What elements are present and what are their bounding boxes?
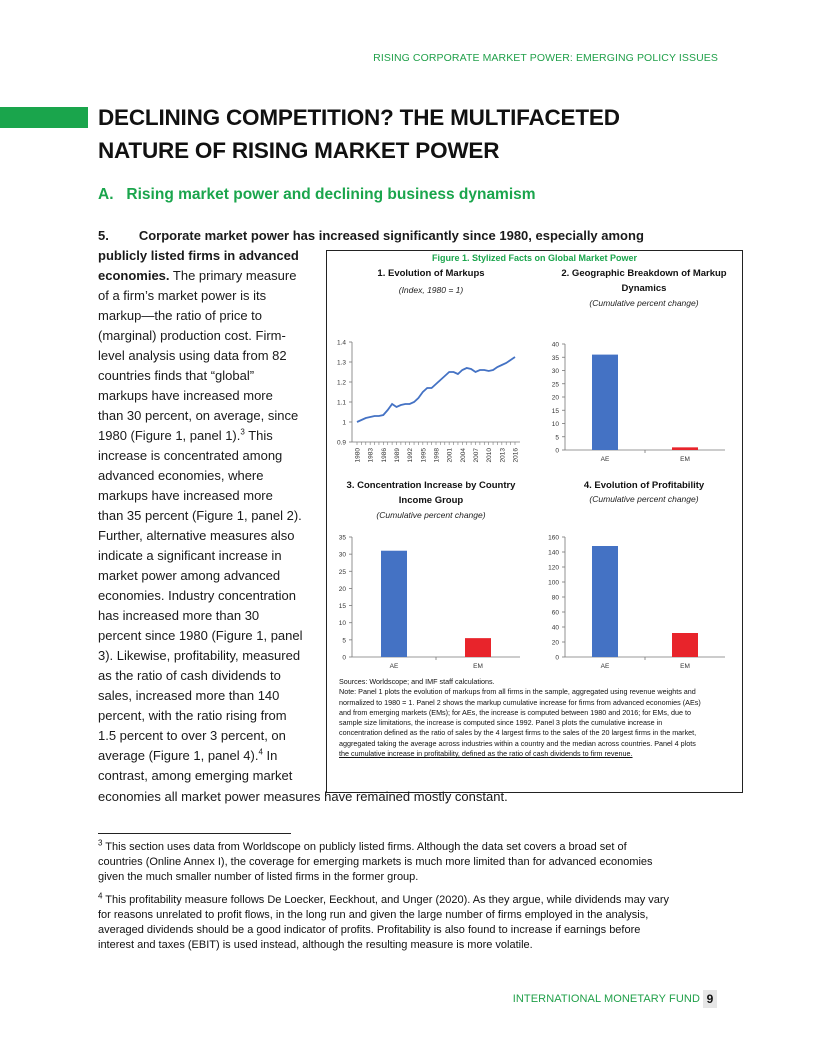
panel-3-title-line-1: 3. Concentration Increase by Country <box>346 480 516 491</box>
footnote-line: countries (Online Annex I), the coverage for emerging markets is much more limited than for advanced economies <box>98 856 653 868</box>
figure-title: Figure 1. Stylized Facts on Global Market Power <box>431 253 638 263</box>
text-line: as the ratio of cash dividends to <box>98 668 281 683</box>
bar-ae <box>381 551 407 657</box>
title-line-2: NATURE OF RISING MARKET POWER <box>98 138 500 163</box>
text-line: The primary measure <box>169 268 297 283</box>
paragraph-last-line: economies all market power measures have remained mostly constant. <box>98 789 508 804</box>
x-tick-label: EM <box>680 456 690 463</box>
y-tick-label: 10 <box>551 421 559 428</box>
y-tick-label: 1.3 <box>336 359 346 367</box>
y-tick-label: 160 <box>548 534 559 542</box>
y-tick-label: 40 <box>551 341 559 349</box>
y-tick-label: 20 <box>551 394 559 402</box>
y-tick-label: 10 <box>338 620 346 628</box>
note-line: and from emerging markets (EMs); for AEs, the increase is computed between 1980 and 2016; for EMs, due to <box>339 707 691 717</box>
y-tick-label: 0.9 <box>336 439 346 447</box>
y-tick-label: 1.2 <box>336 379 346 387</box>
y-tick-label: 1.4 <box>336 339 346 347</box>
footnote-4-number: 4 <box>98 891 103 901</box>
y-tick-label: 15 <box>551 407 559 415</box>
footnote-line: This profitability measure follows De Loecker, Eeckhout, and Unger (2020). As they argue, while dividends may vary <box>102 894 670 906</box>
footnote-line: averaged dividends should be a good indicator of profits. Profitability is also found to increase if earnings before <box>98 924 641 936</box>
panel-3-title-line-2: Income Group <box>398 495 464 506</box>
x-tick-label: 2001 <box>446 448 454 463</box>
y-tick-label: 0 <box>342 654 346 662</box>
bar-em <box>465 638 491 657</box>
paragraph-lead-line-1: Corporate market power has increased significantly since 1980, especially among <box>138 228 644 243</box>
note-line: sample size limitations, the increase is computed since 1992. Panel 3 plots the cumulative increase in <box>339 718 663 728</box>
y-tick-label: 25 <box>551 381 559 389</box>
x-tick-label: 1989 <box>394 448 401 463</box>
y-tick-label: 60 <box>551 609 559 617</box>
footnote-rule <box>98 833 291 834</box>
panel-2-title-line-1: 2. Geographic Breakdown of Markup <box>561 268 727 279</box>
x-tick-label: EM <box>473 663 483 670</box>
y-tick-label: 15 <box>338 603 346 611</box>
markup-series-line <box>357 357 515 422</box>
text-line: markups have increased more <box>98 488 273 503</box>
note-line: the cumulative increase in profitability, defined as the ratio of cash dividends to firm revenue. <box>339 749 633 759</box>
text-line: markups have increased more <box>98 388 273 403</box>
y-tick-label: 80 <box>551 594 559 602</box>
title-line-1: DECLINING COMPETITION? THE MULTIFACETED <box>98 105 620 130</box>
footer-label: INTERNATIONAL MONETARY FUND <box>512 993 700 1005</box>
panel-2-title-line-2: Dynamics <box>621 283 667 294</box>
note-line: normalized to 1980 = 1. Panel 2 shows the markup cumulative increase for firms from advanced economies (AEs) <box>339 697 701 707</box>
y-tick-label: 30 <box>338 551 346 559</box>
x-tick-label: EM <box>680 663 690 670</box>
x-tick-label: 2016 <box>512 448 520 463</box>
footnote-3-number: 3 <box>98 838 103 848</box>
x-tick-label: AE <box>389 663 399 670</box>
y-tick-label: 0 <box>555 654 559 662</box>
text-line: increase is concentrated among <box>98 448 283 463</box>
x-tick-label: 1986 <box>380 448 388 463</box>
text-line: In <box>262 748 278 763</box>
footnote-line: interest and taxes (EBIT) is used instead, although the resulting measure is more volatile. <box>98 939 533 951</box>
text-line: contrast, among emerging market <box>98 768 293 783</box>
y-tick-label: 140 <box>548 549 559 557</box>
panel-4-title: 4. Evolution of Profitability <box>583 480 705 491</box>
text-line: This <box>244 428 273 443</box>
y-tick-label: 5 <box>555 434 559 442</box>
x-tick-label: 1980 <box>354 448 362 463</box>
y-tick-label: 40 <box>551 624 559 632</box>
y-tick-label: 100 <box>548 579 559 587</box>
running-head: RISING CORPORATE MARKET POWER: EMERGING POLICY ISSUES <box>373 52 718 64</box>
x-tick-label: 2004 <box>459 448 467 463</box>
bar-ae <box>592 546 618 657</box>
y-tick-label: 1 <box>342 419 346 427</box>
text-line: 1980 (Figure 1, panel 1). <box>98 428 241 443</box>
text-line: of a firm’s market power is its <box>98 288 267 303</box>
text-line: Further, alternative measures also <box>98 528 295 543</box>
section-heading: A. Rising market power and declining business dynamism <box>98 186 536 203</box>
text-line: percent, with the ratio rising from <box>98 708 287 723</box>
note-line: concentration defined as the ratio of sales by the 4 largest firms to the sales of the 20 largest firms in the market, <box>339 728 697 738</box>
y-tick-label: 120 <box>548 564 559 572</box>
figure-notes <box>339 677 739 759</box>
note-line: aggregated taking the average across industries within a country and the median across countries. Panel 4 plots <box>339 738 696 748</box>
figure-sources: Sources: Worldscope; and IMF staff calculations. <box>339 677 495 686</box>
y-tick-label: 35 <box>338 534 346 542</box>
text-line: has increased more than 30 <box>98 608 260 623</box>
text-line: advanced economies, where <box>98 468 264 483</box>
footnote-line: This section uses data from Worldscope on publicly listed firms. Although the data set covers a broad set of <box>102 841 627 853</box>
bar-em <box>672 447 698 450</box>
page-number: 9 <box>703 990 717 1008</box>
y-tick-label: 35 <box>551 354 559 362</box>
x-tick-label: 1995 <box>420 448 428 463</box>
x-tick-label: 1992 <box>407 448 415 463</box>
x-tick-label: 2010 <box>486 448 494 463</box>
bar-em <box>672 633 698 657</box>
text-line: than 30 percent, on average, since <box>98 408 299 423</box>
y-tick-label: 30 <box>551 368 559 375</box>
text-line: economies. Industry concentration <box>98 588 296 603</box>
panel-4-subtitle: (Cumulative percent change) <box>589 494 699 504</box>
text-line: average (Figure 1, panel 4). <box>98 748 259 763</box>
text-line: 1.5 percent to over 3 percent, on <box>98 728 286 743</box>
panel-2-subtitle: (Cumulative percent change) <box>589 298 699 308</box>
paragraph-number: 5. <box>98 228 109 243</box>
footnote-line: for reasons unrelated to profit flows, in the long run and given the large number of firms employed in the analysis, <box>98 909 649 921</box>
text-line: than 35 percent (Figure 1, panel 2). <box>98 508 302 523</box>
x-tick-label: 1998 <box>433 448 441 463</box>
x-tick-label: AE <box>600 456 610 463</box>
paragraph-lead-line-2: publicly listed firms in advanced <box>98 248 299 263</box>
panel-1-title: 1. Evolution of Markups <box>377 268 485 279</box>
text-line: (marginal) production cost. Firm- <box>98 328 286 343</box>
footnote-line: given the much smaller number of listed firms in the former group. <box>98 871 419 883</box>
footnote-4 <box>98 893 718 953</box>
y-tick-label: 20 <box>551 639 559 647</box>
text-line: sales, increased more than 140 <box>98 688 280 703</box>
x-tick-label: 2013 <box>499 448 507 463</box>
bar-ae <box>592 355 618 450</box>
footnote-3 <box>98 840 718 885</box>
note-line: Note: Panel 1 plots the evolution of markups from all firms in the sample, aggregated using revenue weights and <box>339 687 696 697</box>
y-tick-label: 0 <box>555 447 559 455</box>
footnote-ref-3[interactable]: 3 <box>240 427 245 437</box>
paragraph-lead-line-3: economies. <box>98 268 170 283</box>
panel-3-subtitle: (Cumulative percent change) <box>376 510 486 520</box>
text-line: market power among advanced <box>98 568 281 583</box>
text-line: 3). Likewise, profitability, measured <box>98 648 301 663</box>
text-line: indicate a significant increase in <box>98 548 282 563</box>
x-tick-label: 1983 <box>367 448 375 463</box>
y-tick-label: 20 <box>338 585 346 593</box>
footnote-ref-4[interactable]: 4 <box>258 747 263 757</box>
text-line: countries finds that “global” <box>98 368 255 383</box>
text-line: markup—the ratio of price to <box>98 308 263 323</box>
text-line: percent since 1980 (Figure 1, panel <box>98 628 303 643</box>
text-line: level analysis using data from 82 <box>98 348 287 363</box>
panel-1-subtitle: (Index, 1980 = 1) <box>398 285 464 295</box>
y-tick-label: 5 <box>342 637 346 645</box>
x-tick-label: 2007 <box>473 448 480 463</box>
x-tick-label: AE <box>600 663 610 670</box>
y-tick-label: 1.1 <box>336 399 346 407</box>
y-tick-label: 25 <box>338 568 346 576</box>
